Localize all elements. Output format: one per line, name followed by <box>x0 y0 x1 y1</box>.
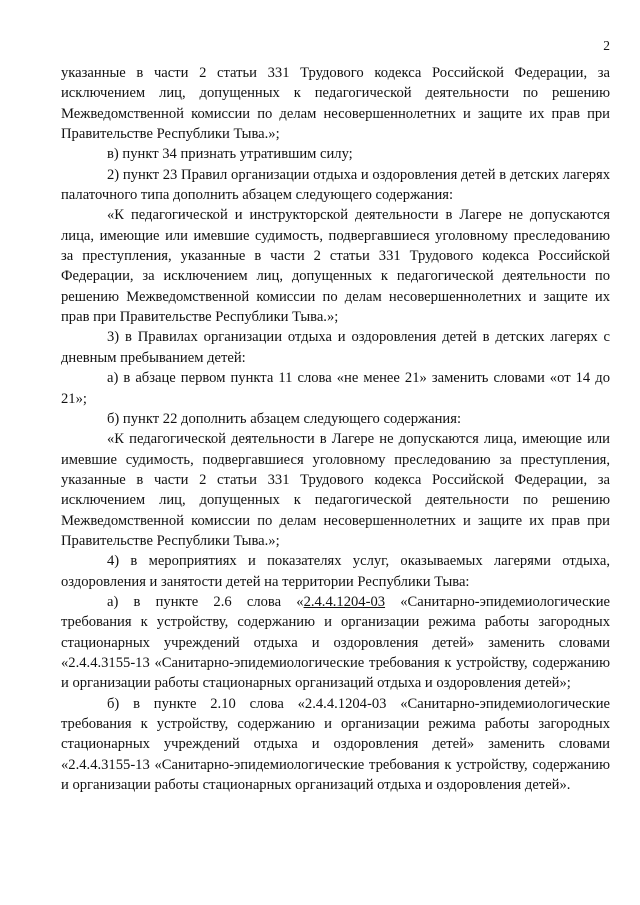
paragraph-item-4a-post: «Санитарно-эпидемиологические требования к устройству, содержанию и организации режима работы загородных стационарных учреждений отдыха и оздоровления детей» заменить словами «2.4.4.3155-13 «Санитарно-эпидемиологические требования к устройству, содержанию и организации работы стационарных организаций отдыха и оздоровления детей»; <box>61 593 610 692</box>
paragraph-item-4a-pre: а) в пункте 2.6 слова « <box>107 593 304 610</box>
paragraph-item-2: 2) пункт 23 Правил организации отдыха и оздоровления детей в детских лагерях палаточного типа дополнить абзацем следующего содержания: <box>61 166 610 204</box>
paragraph-item-3: 3) в Правилах организации отдыха и оздоровления детей в детских лагерях с дневным пребыванием детей: <box>61 329 610 366</box>
paragraph-item-4b: б) в пункте 2.10 слова «2.4.4.1204-03 «Санитарно-эпидемиологические требования к устройству, содержанию и организации режима работы загородных стационарных учреждений отдыха и оздоровления детей» заменить словами «2.4.4.3155-13 «Санитарно-эпидемиологические требования к устройству, содержанию и организации работы стационарных организаций отдыха и оздоровления детей». <box>61 695 610 794</box>
paragraph-item-v: в) пункт 34 признать утратившим силу; <box>107 146 353 163</box>
paragraph-quote-1: «К педагогической и инструкторской деятельности в Лагере не допускаются лица, имеющие или имевшие судимость, подвергавшиеся уголовному преследованию за преступления, указанные в части 2 статьи 331 Трудового кодекса Российской Федерации, за исключением лиц, допущенных к педагогической деятельности по решению Межведомственной комиссии по делам несовершеннолетних и защите их прав при Правительстве Республики Тыва.»; <box>61 207 610 326</box>
document-body <box>61 63 610 795</box>
paragraph-item-3b: б) пункт 22 дополнить абзацем следующего содержания: <box>107 410 462 427</box>
paragraph-item-4: 4) в мероприятиях и показателях услуг, оказываемых лагерями отдыха, оздоровления и занятости детей на территории Республики Тыва: <box>61 553 610 590</box>
sanpin-reference-link[interactable]: 2.4.4.1204-03 <box>303 593 386 610</box>
paragraph-item-3a: а) в абзаце первом пункта 11 слова «не менее 21» заменить словами «от 14 до 21»; <box>61 370 610 407</box>
page-number: 2 <box>603 38 610 53</box>
paragraph-quote-2: «К педагогической деятельности в Лагере не допускаются лица, имеющие или имевшие судимость, подвергавшиеся уголовному преследованию за преступления, указанные в части 2 статьи 331 Трудового кодекса Российской Федерации, за исключением лиц, допущенных к педагогической деятельности по решению Межведомственной комиссии по делам несовершеннолетних и защите их прав при Правительстве Республики Тыва.»; <box>61 431 610 549</box>
paragraph-item-4a <box>61 592 610 694</box>
paragraph-continuation: указанные в части 2 статьи 331 Трудового кодекса Российской Федерации, за исключением лиц, допущенных к педагогической деятельности по решению Межведомственной комиссии по делам несовершеннолетних и защите их прав при Правительстве Республики Тыва.»; <box>61 65 610 143</box>
